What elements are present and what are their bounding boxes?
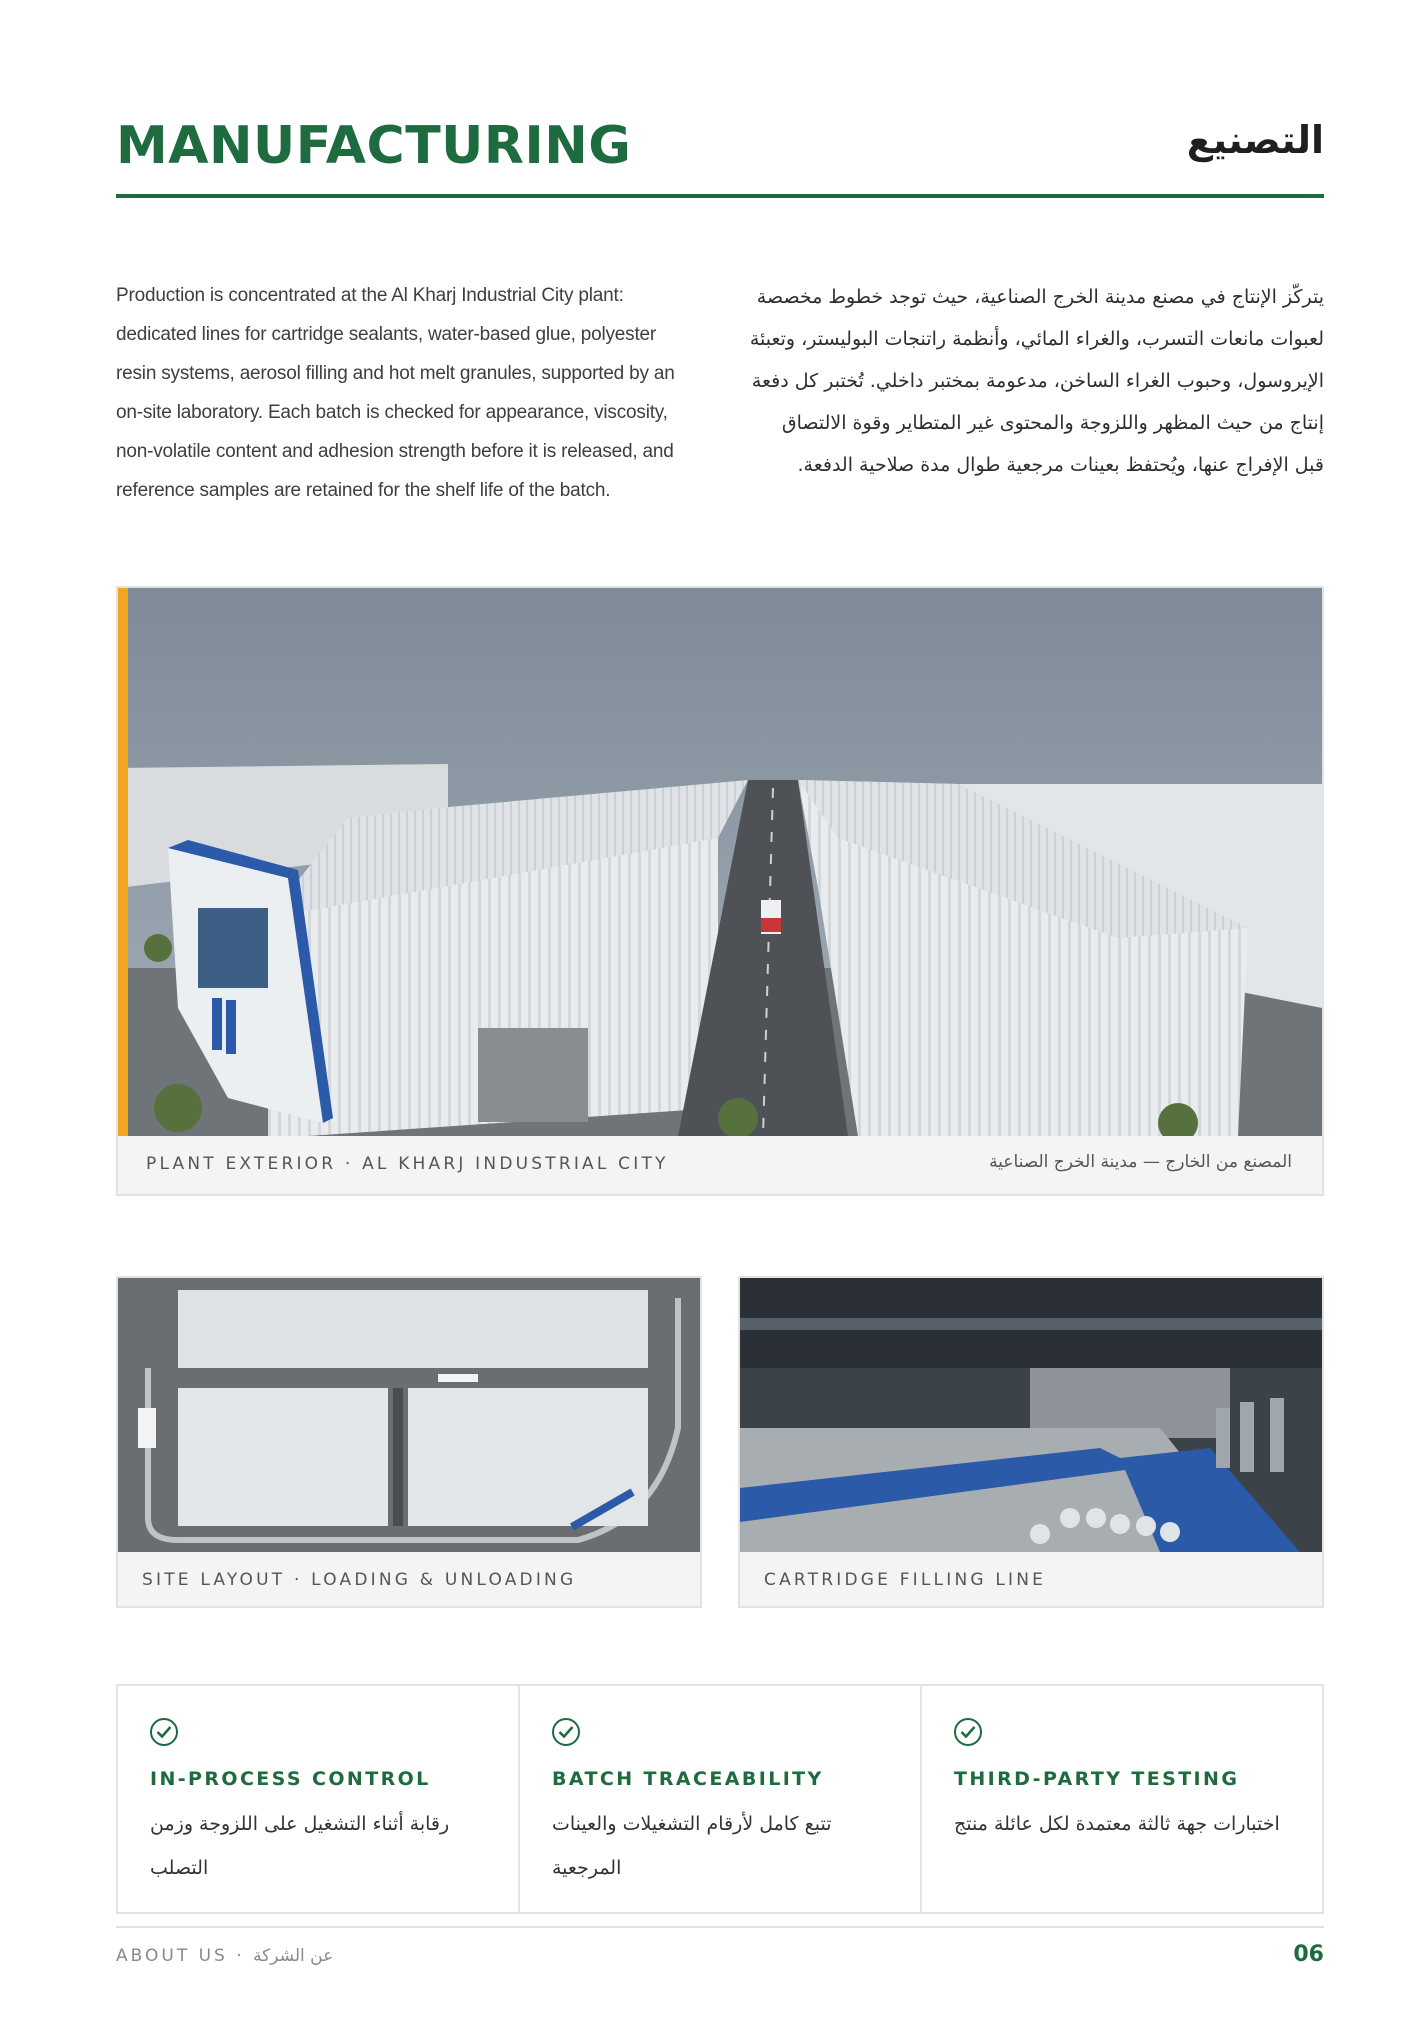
site-layout-figure (116, 1276, 702, 1608)
intro-paragraph-en: Production is concentrated at the Al Kharj Industrial City plant: dedicated lines for cartridge sealants, water-based glue, polyester resin systems, aerosol filling and hot melt granules, supported by an on-site laboratory. Each batch is checked for appearance, viscosity, non-volatile content and adhesion strength before it is released, and reference samples are retained for the shelf life of the batch. (116, 285, 675, 501)
intro-paragraph-ar: يتركّز الإنتاج في مصنع مدينة الخرج الصناعية، حيث توجد خطوط مخصصة لعبوات مانعات التسرب، والغراء المائي، وأنظمة راتنجات البوليستر، وتعبئة الإيروسول، وحبوب الغراء الساخن، مدعومة بمختبر داخلي. تُختبر كل دفعة إنتاج من حيث المظهر واللزوجة والمحتوى غير المتطاير وقوة الالتصاق قبل الإفراج عنها، ويُحتفظ بعينات مرجعية طوال مدة صلاحية الدفعة. (749, 286, 1324, 476)
hero-caption-ar: المصنع من الخارج — مدينة الخرج الصناعية (989, 1152, 1292, 1172)
footer-divider (116, 1926, 1324, 1928)
quality-features (116, 1684, 1324, 1914)
footer-section-label (116, 1946, 333, 1966)
site-layout-photo (118, 1278, 700, 1552)
feature-text: اختبارات جهة ثالثة معتمدة لكل عائلة منتج (954, 1813, 1280, 1835)
footer-separator: · (236, 1946, 245, 1966)
feature-batch-traceability (520, 1686, 922, 1912)
filling-line-photo (740, 1278, 1322, 1552)
feature-title: THIRD-PARTY TESTING (954, 1768, 1240, 1790)
footer-section-en: ABOUT US (116, 1946, 228, 1966)
filling-line-caption: CARTRIDGE FILLING LINE (764, 1570, 1047, 1590)
accent-bar (118, 588, 128, 1136)
feature-title: IN-PROCESS CONTROL (150, 1768, 431, 1790)
feature-text: تتبع كامل لأرقام التشغيلات والعينات المرجعية (552, 1813, 832, 1879)
plant-exterior-figure (116, 586, 1324, 1196)
feature-text: رقابة أثناء التشغيل على اللزوجة وزمن التصلب (150, 1813, 450, 1879)
page-title-en: MANUFACTURING (116, 116, 632, 176)
hero-caption-en: PLANT EXTERIOR · AL KHARJ INDUSTRIAL CITY (146, 1154, 669, 1174)
footer-section-ar: عن الشركة (253, 1946, 334, 1966)
site-layout-caption: SITE LAYOUT · LOADING & UNLOADING (142, 1570, 577, 1590)
plant-exterior-photo (118, 588, 1322, 1136)
hero-caption (118, 1134, 1322, 1194)
check-circle-icon (552, 1718, 580, 1746)
page-title-ar: التصنيع (1186, 118, 1324, 162)
feature-title: BATCH TRACEABILITY (552, 1768, 824, 1790)
check-circle-icon (150, 1718, 178, 1746)
feature-third-party-testing (922, 1686, 1322, 1912)
page-header (116, 112, 1324, 198)
filling-line-figure (738, 1276, 1324, 1608)
feature-in-process-control (118, 1686, 520, 1912)
page-number: 06 (1293, 1942, 1324, 1967)
check-circle-icon (954, 1718, 982, 1746)
